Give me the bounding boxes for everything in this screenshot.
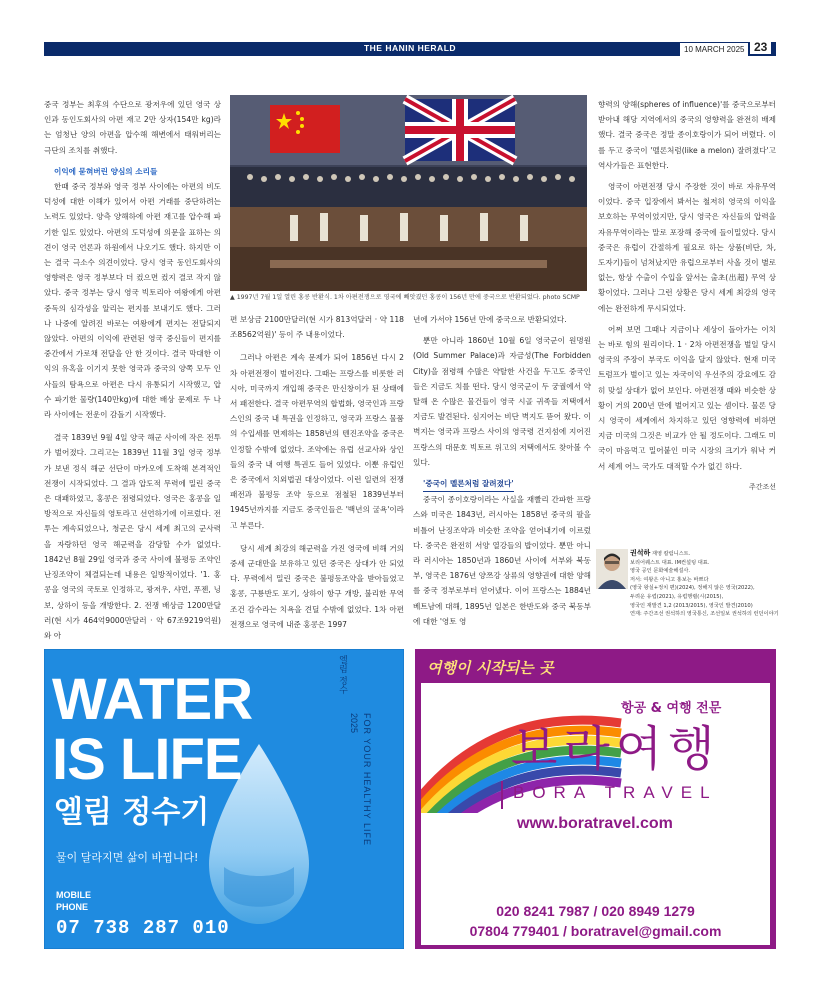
ad-phone-label-1: MOBILE [56, 890, 91, 900]
bora-travel-advertisement[interactable] [415, 649, 776, 949]
author-profile [593, 548, 779, 639]
author-title: 재영 칼럼니스트. [651, 551, 691, 557]
handover-ceremony-photo [230, 95, 587, 291]
china-flag [270, 105, 340, 153]
ad-side-year: 2025 [349, 713, 359, 734]
travel-website-link[interactable]: www.boratravel.com [517, 815, 673, 832]
page-number: 23 [750, 40, 771, 54]
author-bio-line: 두려운 유럽(2021), 유럽행렬(시(2015), [630, 593, 724, 600]
article-column-4 [598, 97, 776, 495]
water-purifier-advertisement[interactable] [44, 649, 404, 949]
author-bio-line: 보리어퀘스트 대표. IM컨설팅 대표. [630, 559, 710, 566]
paragraph: 중국 정부는 최후의 수단으로 광저우에 있던 영국 상인과 동인도회사의 아편 재고 2만 상자(154만 kg)라는 엄청난 양의 아편을 압수해 해변에서 태워버리는 극단의 조치를 취했다. [44, 100, 221, 155]
masthead-bar [44, 42, 776, 56]
paragraph: 영국이 아편전쟁 당시 주장한 것이 바로 자유무역이었다. 중국 입장에서 봐서는 철저히 영국의 이익을 보호하는 무역이었지만, 당시 영국은 자신들의 압력을 자유무역이라는 말로 포장해 중국에 들이밀었다. 당시 중국은 유럽이 간절하게 필요로 하는 상품(비단, 차, 도자기)들이 넘쳐났지만 유럽으로부터 사올 것이 별로 없는, 항상 수출이 수입을 앞서는 출초(出超) 무역 상황이었다. 그러나 그런 상황은 당시 세계 최강의 영국에는 완전하게 무시되었다. [598, 182, 776, 313]
article-column-2 [230, 312, 404, 638]
article-column-1 [44, 97, 221, 649]
paragraph: 어쩌 보면 그때나 지금이나 세상이 돌아가는 이치는 바로 힘의 원리이다. 1 · 2차 아편전쟁을 벌일 당시 영국의 주장이 부국도 이익을 달지 않았다. 현재 미국 트럼프가 벌이고 있는 자국이익 우선주의 강요에도 감히 맞설 상대가 없어 보인다. 아편전쟁 때와 비슷한 상황이 거의 200년 만에 벌어지고 있는 셈이다. 물론 당시 영국이 세계에서 차지하고 있던 영향력에 비하면 지금 미국의 그것은 비교가 안 될 정도이다. 그래도 미국이 마음먹고 밀어붙인 미국 시장의 크기가 워낙 커서 세계 어느 국가도 대적할 수가 없긴 하다. [598, 324, 776, 471]
travel-korean-name: 보라여행 [511, 721, 721, 777]
travel-logo-divider [501, 781, 503, 809]
travel-mobile-email[interactable]: 07804 779401 / boratravel@gmail.com [469, 923, 722, 939]
travel-subtitle: 항공 & 여행 전문 [621, 701, 722, 716]
paragraph: 중국이 종이호랑이라는 사실을 재빨리 간파한 프랑스와 미국은 1843년, 러시아는 1858년 중국의 팔을 비틀어 난징조약과 비슷한 조약을 얻어내기에 이르렀다. 중국은 완전히 서양 열강들의 밥이었다. 뿐만 아니라 러시아는 1850년과 1860년 사이에 서부와 북동부, 영국은 1876년 양쯔강 상류의 영향권에 대한 양해를 중국 정부로부터 얻어냈다. 이어 프랑스는 1884년 베트남에 대해, 1895년 일본은 한반도와 중국 북동부에 대한 '영토 영 [413, 495, 592, 626]
ad-tagline: 물이 달라지면 삶이 바뀝니다! [56, 851, 199, 864]
ad-phone-number[interactable]: 07 738 287 010 [56, 917, 230, 939]
ad-phone-label [56, 889, 91, 913]
travel-english-name: BORA TRAVEL [513, 783, 718, 802]
travel-slogan: 여행이 시작되는 곳 [427, 659, 554, 677]
author-bio [630, 549, 778, 619]
ad-product-name: 엘림 정수기 [54, 795, 210, 830]
author-photo [596, 549, 628, 589]
article-column-3 [413, 312, 591, 635]
ad-side-brand: 엘림 정수 [337, 655, 347, 694]
source-byline: 주간조선 [748, 482, 776, 491]
paragraph: 그러나 아편은 계속 문제가 되어 1856년 다시 2차 아편전쟁이 벌어진다. 그때는 프랑스를 비롯한 러시아, 미국까지 개입해 중국은 만신창이가 된 상태에서 패전한다. 결국 아편무역의 합법화, 영국인과 프랑스인의 중국 내 특권을 인정하고, 영국과 프랑스 물품의 수입세를 면제하는 1858년의 톈진조약을 중국은 인정할 수밖에 없었다. 조약에는 유럽 선교사와 상인들의 중국 내 여행 특권도 들어 있었다. 이뿐 유럽인은 중국에서 치외법권 대상이었다. 이런 일련의 전쟁 패전과 불평등 조약 등으로 점철된 1839년부터 1945년까지를 지금도 중국인들은 '백년의 굴욕'이라고 부른다. [230, 353, 404, 530]
issue-date: 10 MARCH 2025 [680, 43, 748, 56]
section-subhead-wrap [423, 476, 591, 492]
paragraph: 뿐만 아니라 1860년 10월 6일 영국군이 원명원(Old Summer Palace)과 자금성(The Forbidden City)을 점령해 수많은 약탈한 사건을 두고도 중국인들은 지금도 치를 떤다. 당시 영국군이 두 궁궐에서 약탈해 온 수많은 물건들이 영국 시골 귀족들 저택에서 지금도 발견된다. 심지어는 비단 벽지도 뜯어 왔다. 이 벽지는 영국과 프랑스 사이의 영국령 건지섬에 지어진 프랑스의 대문호 빅토르 위고의 저택에서도 찾아볼 수 있다. [413, 336, 591, 467]
ad-side-tagline: FOR YOUR HEALTHY LIFE [362, 713, 372, 847]
publication-name: THE HANIN HERALD [363, 43, 457, 53]
ceremony-illustration [230, 95, 587, 291]
photo-caption: ▲ 1997년 7월 1일 열린 홍콩 반환식. 1차 아편전쟁으로 영국에 빼앗겼던 홍콩이 156년 만에 중국으로 반환되었다. photo SCMP [230, 294, 580, 301]
author-bio-line: 연재: 주간조선 권석하의 영국통신, 조선일보 권석하의 런던이야기 [630, 611, 779, 618]
paragraph: 한때 중국 정부와 영국 정부 사이에는 아편의 비도덕성에 대한 이해가 있어서 아편 거래를 중단하려는 노력도 있었다. 양측 양해하에 아편 재고를 압수해 파기한 일도 있었다. 아편의 도덕성에 의문을 표하는 의견이 영국 언론과 하원에서 나오기도 했다. 하지만 이는 결국 극소수 의견이었다. 당시 영국 동인도회사의 영향력은 영국 정부보다 더 컸으면 컸지 결코 작지 않았다. 중국 정부는 당시 영국 빅토리아 여왕에게 아편 중독의 심각성을 알리는 편지를 보내기도 했다. 그러나 나중에 알려진 바로는 여왕에게 편지는 전달되지 않았다. 아편의 이익에 관련된 영국 중신들이 편지를 중간에서 가로채 전달을 안 한 것이다. 결국 막대한 이익의 유혹을 이기지 못한 영국과 중국의 양쪽 모두 인사들의 탐욕으로 아편은 다시 유통되기 시작했고, 압수 파기한 물량(140만kg)에 대한 배상 문제로 두 나라 사이에는 전운이 감돌기 시작했다. [44, 182, 221, 420]
section-subhead: '중국이 멜론처럼 잘려졌다' [423, 476, 514, 492]
author-bio-line: 영국인 재발견 1,2 (2013/2015), 영국인 발견(2010) [630, 602, 753, 609]
ad-headline-water: WATER [52, 667, 253, 732]
ad-phone-label-2: PHONE [56, 902, 89, 912]
paragraph: 결국 1839년 9월 4일 양국 해군 사이에 작은 전투가 벌어졌다. 그리고는 1839년 11월 3일 영국 정부가 보낸 정식 해군 선단이 마카오에 도착해 본격적인 전쟁이 시작되었다. 그 결과 압도적 무력에 밀린 중국은 대패하였고, 홍콩은 점령되었다. 영국은 홍콩을 일방적으로 자신들의 영토라고 선언하기에 이르렀다. 전투는 계속되었으나, 청군은 당시 세계 최고의 군사력을 자랑하던 영국 해군력을 감당할 수가 없었다. 1842년 8월 29일 영국과 중국 사이에 불평등 조약인 난징조약이 체결되는데 내용은 일방적이었다. '1. 홍콩을 영국의 국토로 인정하고, 광저우, 샤먼, 푸젠, 닝보, 상하이 등을 개방한다. 2. 전쟁 배상금 1200만달러(현 시가 464억9000만달러 · 약 67조9219억원)와 아 [44, 433, 221, 640]
paragraph: 향력의 양해(spheres of influence)'를 중국으로부터 받아내 해당 지역에서의 중국의 영향력을 완전히 배제했다. 결국 중국은 정말 종이호랑이가 되어 버렸다. 이를 두고 중국이 '멜론처럼(like a melon) 잘려졌다'고 역사가들은 표현한다. [598, 100, 776, 170]
author-bio-line: (영국 왕실+정치 편)(2024), 정해지 않은 영국(2022), [630, 585, 755, 592]
author-bio-line: 영국 공인 문화예술해설사. [630, 568, 691, 575]
union-jack-flag [405, 99, 515, 161]
author-bio-line: 저서: 여왕은 아니고 홍보는 바쁘다 [630, 576, 709, 583]
paragraph: 당시 세계 최강의 해군력을 가진 영국에 비해 거의 중세 군대만을 보유하고 있던 중국은 상대가 안 되었다. 무력에서 밀린 중국은 불평등조약을 받아들였고 홍콩, 구룡반도 포기, 상하이 항구 개방, 불리한 무역 조건 감수라는 치욕을 견딜 수밖에 없었다. 1차 아편전쟁으로 영국에 내준 홍콩은 1997 [230, 543, 404, 629]
paragraph: 년에 가서야 156년 만에 중국으로 반환되었다. [413, 315, 567, 324]
paragraph: 편 보상금 2100만달러(현 시가 813억달러 · 약 118조8562억원)' 등이 주 내용이었다. [230, 315, 404, 340]
section-subhead: 이익에 묻혀버린 양심의 소리들 [54, 166, 158, 176]
ad-headline-life: IS LIFE [52, 727, 242, 792]
author-name: 권석하 [630, 549, 651, 557]
travel-phone-numbers[interactable]: 020 8241 7987 / 020 8949 1279 [496, 903, 695, 919]
